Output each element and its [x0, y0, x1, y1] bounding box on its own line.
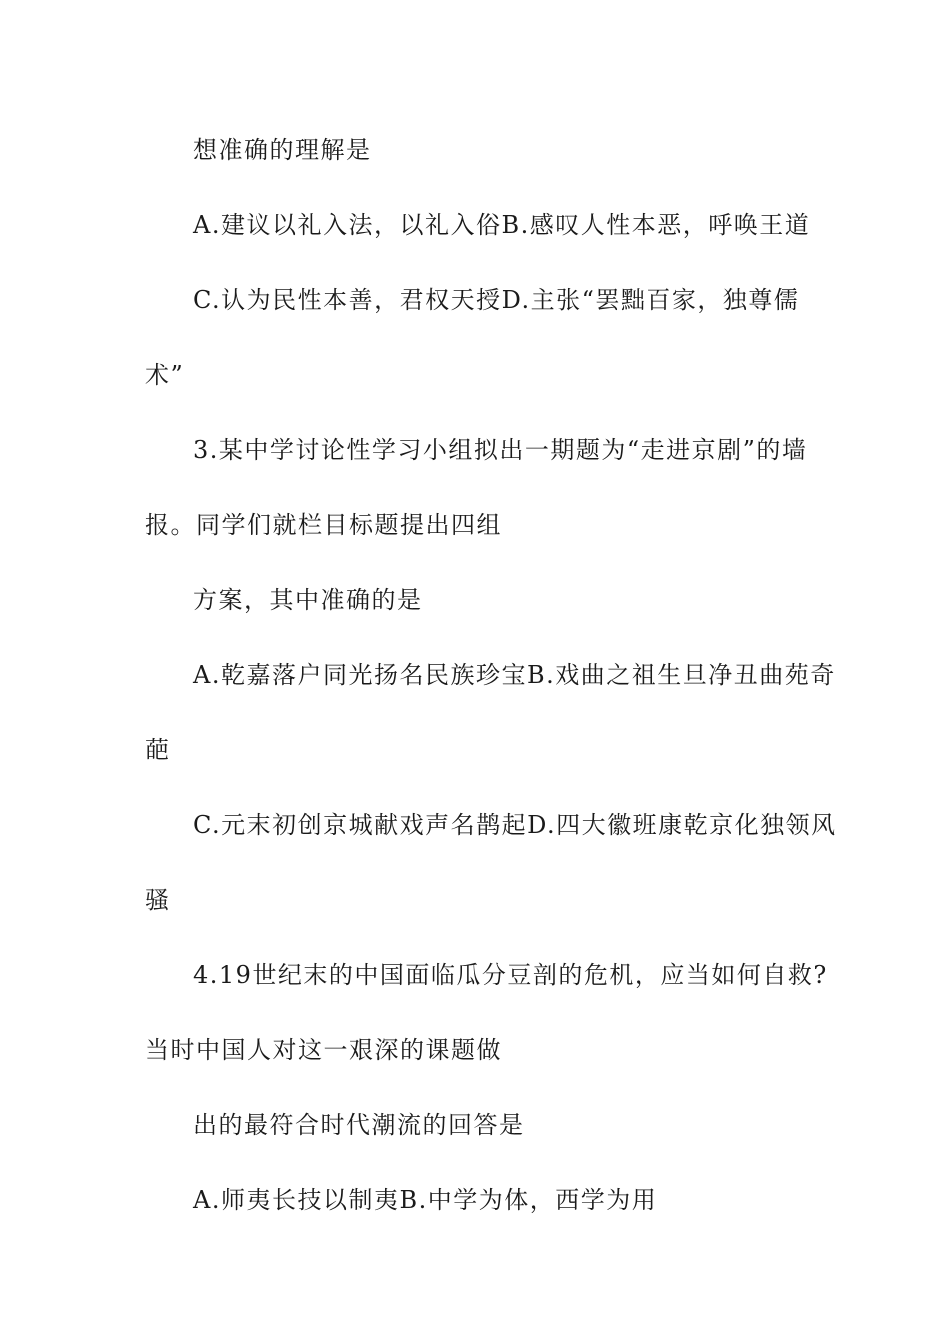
- question-3-options-ab: A.乾嘉落户同光扬名民族珍宝B.戏曲之祖生旦净丑曲苑奇: [193, 661, 836, 689]
- question-4-stem: 4.19世纪末的中国面临瓜分豆剖的危机，应当如何自救?: [193, 961, 828, 989]
- question-4-options-ab: A.师夷长技以制夷B.中学为体，西学为用: [193, 1186, 658, 1214]
- question-2-options-cd: C.认为民性本善，君权天授D.主张“罢黜百家，独尊儒: [193, 286, 800, 314]
- question-4-stem-wrap: 当时中国人对这一艰深的课题做: [145, 1036, 502, 1064]
- question-2-options-ab: A.建议以礼入法，以礼入俗B.感叹人性本恶，呼唤王道: [193, 211, 811, 239]
- question-3-stem-continuation: 方案，其中准确的是: [193, 586, 423, 614]
- question-3-options-cd: C.元末初创京城献戏声名鹊起D.四大徽班康乾京化独领风: [193, 811, 837, 839]
- question-4-stem-continuation: 出的最符合时代潮流的回答是: [193, 1111, 525, 1139]
- question-2-options-cd-wrap: 术”: [145, 361, 185, 389]
- question-3-options-ab-wrap: 葩: [145, 736, 171, 764]
- question-3-options-cd-wrap: 骚: [145, 886, 171, 914]
- question-3-stem: 3.某中学讨论性学习小组拟出一期题为“走进京剧”的墙: [193, 436, 808, 464]
- question-3-stem-wrap: 报。同学们就栏目标题提出四组: [145, 511, 502, 539]
- question-2-stem-continuation: 想准确的理解是: [193, 136, 372, 164]
